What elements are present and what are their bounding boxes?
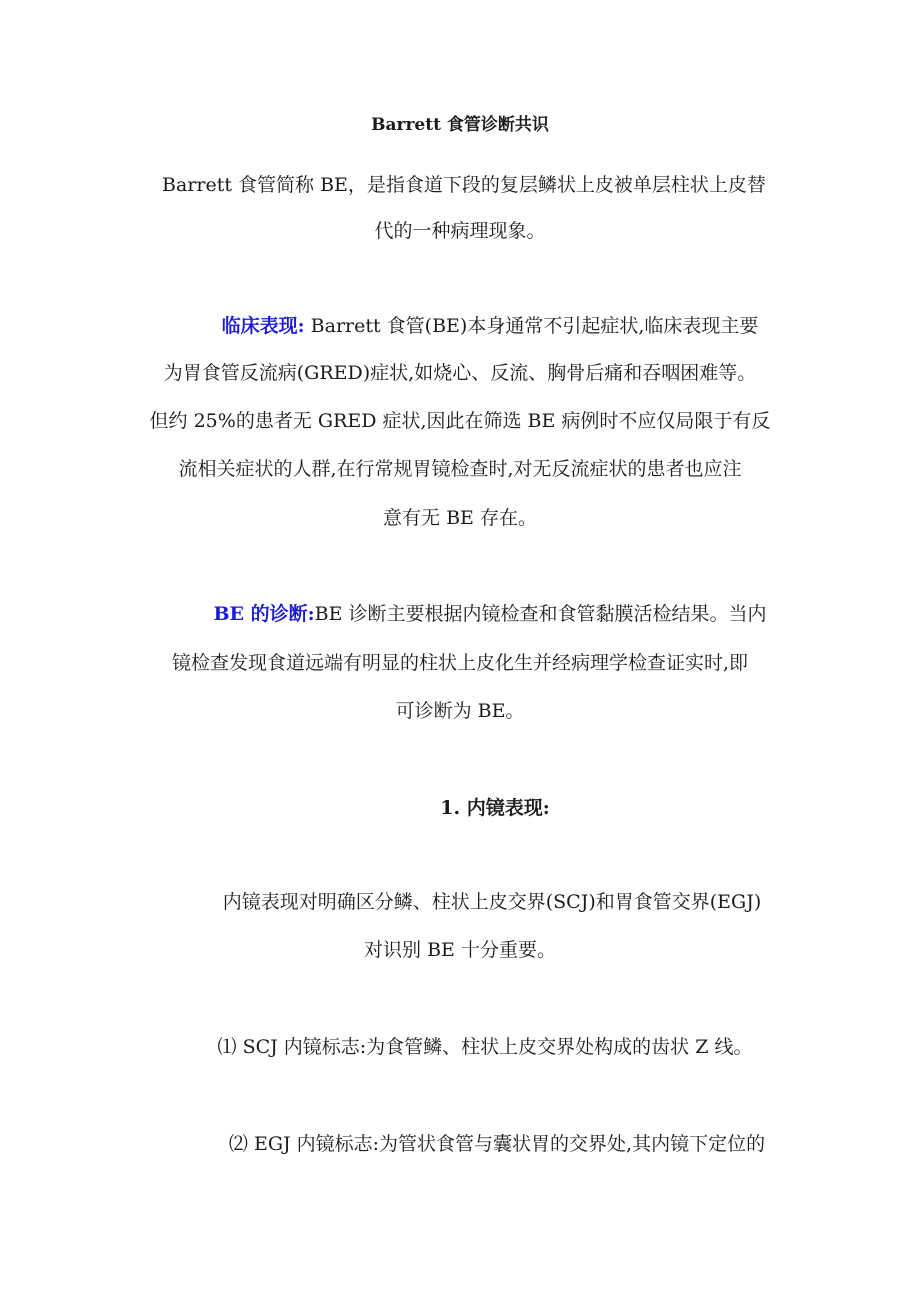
- diagnosis-label: BE 的诊断:: [213, 603, 315, 625]
- diagnosis-line-3: 可诊断为 BE。: [395, 700, 525, 722]
- section-1-line-2: 对识别 BE 十分重要。: [364, 939, 556, 961]
- diagnosis-line-1: [0, 599, 920, 629]
- document-title: Barrett 食管诊断共识: [371, 115, 549, 135]
- clinical-line-2: 为胃食管反流病(GRED)症状,如烧心、反流、胸骨后痛和吞咽困难等。: [163, 362, 757, 384]
- clinical-line-4: 流相关症状的人群,在行常规胃镜检查时,对无反流症状的患者也应注: [178, 458, 742, 480]
- diagnosis-line-2: 镜检查发现食道远端有明显的柱状上皮化生并经病理学检查证实时,即: [171, 652, 749, 674]
- intro-line-1: Barrett 食管简称 BE，是指食道下段的复层鳞状上皮被单层柱状上皮替: [162, 174, 766, 196]
- list-item-egj: ⑵ EGJ 内镜标志:为管状食管与囊状胃的交界处,其内镜下定位的: [228, 1133, 766, 1155]
- clinical-line-3: 但约 25%的患者无 GRED 症状,因此在筛选 BE 病例时不应仅局限于有反: [149, 410, 771, 432]
- intro-line-2: 代的一种病理现象。: [374, 220, 546, 242]
- diagnosis-first-text: BE 诊断主要根据内镜检查和食管黏膜活检结果。当内: [314, 603, 767, 625]
- list-item-scj: ⑴ SCJ 内镜标志:为食管鳞、柱状上皮交界处构成的齿状 Z 线。: [217, 1036, 753, 1058]
- clinical-first-text: Barrett 食管(BE)本身通常不引起症状,临床表现主要: [304, 315, 759, 337]
- section-1-heading: 1. 内镜表现:: [440, 797, 550, 819]
- clinical-label: 临床表现:: [221, 315, 305, 337]
- section-1-line-1: 内镜表现对明确区分鳞、柱状上皮交界(SCJ)和胃食管交界(EGJ): [222, 891, 762, 913]
- clinical-line-1: [0, 311, 920, 341]
- clinical-line-5: 意有无 BE 存在。: [383, 507, 537, 529]
